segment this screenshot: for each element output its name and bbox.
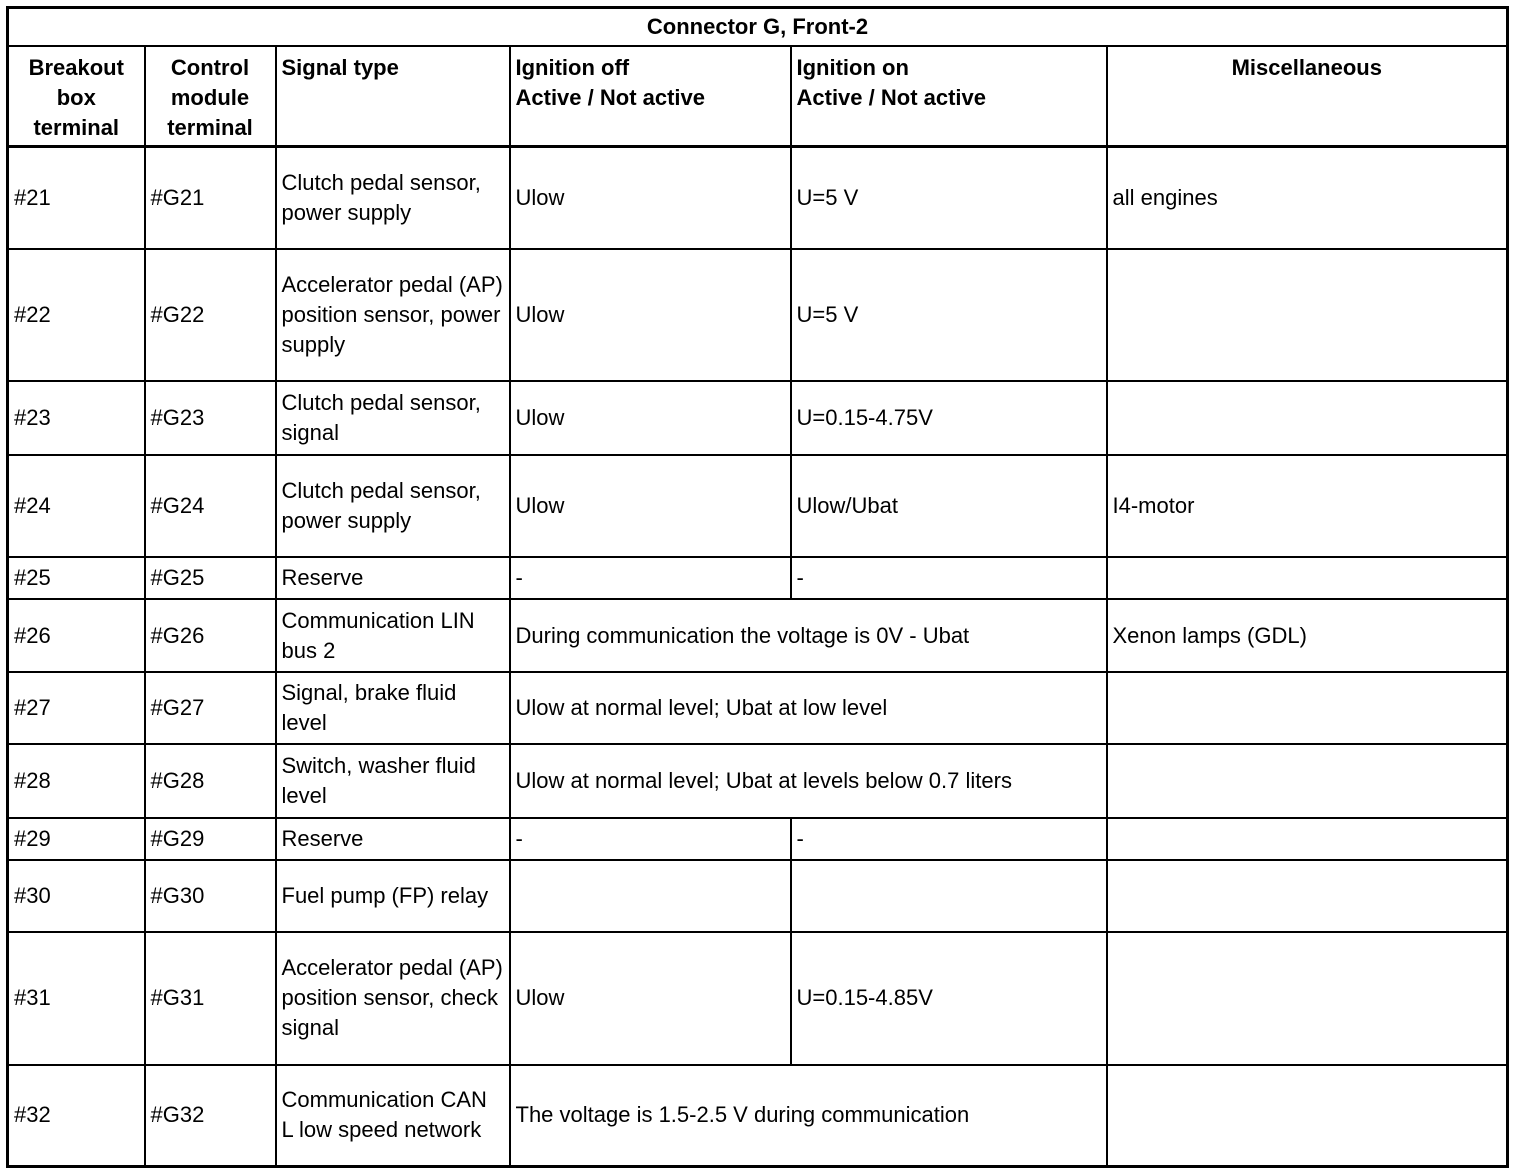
ignition-on-value: U=5 V xyxy=(791,146,1107,249)
breakout-terminal: #27 xyxy=(8,672,145,744)
table-row xyxy=(8,932,1508,1065)
breakout-terminal: #28 xyxy=(8,744,145,817)
table-row xyxy=(8,249,1508,382)
miscellaneous-value xyxy=(1107,932,1508,1065)
ignition-off-value: - xyxy=(510,818,791,860)
signal-type: Communication LIN bus 2 xyxy=(276,599,510,671)
ignition-off-value xyxy=(510,860,791,932)
table-row xyxy=(8,672,1508,744)
table-row xyxy=(8,146,1508,249)
header-breakout-box-terminal xyxy=(8,46,145,146)
ignition-on-value xyxy=(791,860,1107,932)
ignition-merged-value: Ulow at normal level; Ubat at levels below 0.7 liters xyxy=(510,744,1107,817)
miscellaneous-value xyxy=(1107,744,1508,817)
ignition-on-value: U=0.15-4.75V xyxy=(791,381,1107,454)
ignition-on-value: U=0.15-4.85V xyxy=(791,932,1107,1065)
control-terminal: #G32 xyxy=(145,1065,276,1167)
miscellaneous-value xyxy=(1107,818,1508,860)
header-breakout-line3: terminal xyxy=(33,115,120,140)
header-control-module-terminal xyxy=(145,46,276,146)
breakout-terminal: #23 xyxy=(8,381,145,454)
control-terminal: #G30 xyxy=(145,860,276,932)
control-terminal: #G24 xyxy=(145,455,276,558)
breakout-terminal: #22 xyxy=(8,249,145,382)
signal-type: Fuel pump (FP) relay xyxy=(276,860,510,932)
signal-type: Accelerator pedal (AP) position sensor, power supply xyxy=(276,249,510,382)
connector-table xyxy=(6,6,1509,1168)
table-title: Connector G, Front-2 xyxy=(8,8,1508,47)
control-terminal: #G27 xyxy=(145,672,276,744)
ignition-on-value: U=5 V xyxy=(791,249,1107,382)
header-ignition-off xyxy=(510,46,791,146)
control-terminal: #G29 xyxy=(145,818,276,860)
table-row xyxy=(8,599,1508,671)
ignition-merged-value: During communication the voltage is 0V - Ubat xyxy=(510,599,1107,671)
ignition-on-value: - xyxy=(791,818,1107,860)
breakout-terminal: #24 xyxy=(8,455,145,558)
header-ignition-off-line1: Ignition off xyxy=(515,55,630,80)
breakout-terminal: #29 xyxy=(8,818,145,860)
table-row xyxy=(8,818,1508,860)
table-row xyxy=(8,1065,1508,1167)
ignition-off-value: Ulow xyxy=(510,381,791,454)
ignition-on-value: - xyxy=(791,557,1107,599)
signal-type: Communication CAN L low speed network xyxy=(276,1065,510,1167)
ignition-merged-value: The voltage is 1.5-2.5 V during communication xyxy=(510,1065,1107,1167)
table-row xyxy=(8,744,1508,817)
control-terminal: #G28 xyxy=(145,744,276,817)
miscellaneous-value xyxy=(1107,860,1508,932)
table-row xyxy=(8,557,1508,599)
breakout-terminal: #31 xyxy=(8,932,145,1065)
miscellaneous-value: I4-motor xyxy=(1107,455,1508,558)
table-row xyxy=(8,860,1508,932)
header-signal-type: Signal type xyxy=(276,46,510,146)
header-miscellaneous: Miscellaneous xyxy=(1107,46,1508,146)
header-ignition-on xyxy=(791,46,1107,146)
table-row xyxy=(8,381,1508,454)
header-ignition-on-line1: Ignition on xyxy=(796,55,909,80)
header-breakout-line1: Breakout xyxy=(28,55,124,80)
header-ignition-on-line2: Active / Not active xyxy=(796,85,987,110)
control-terminal: #G21 xyxy=(145,146,276,249)
miscellaneous-value: Xenon lamps (GDL) xyxy=(1107,599,1508,671)
breakout-terminal: #25 xyxy=(8,557,145,599)
signal-type: Reserve xyxy=(276,818,510,860)
miscellaneous-value xyxy=(1107,381,1508,454)
miscellaneous-value xyxy=(1107,1065,1508,1167)
ignition-off-value: Ulow xyxy=(510,932,791,1065)
signal-type: Accelerator pedal (AP) position sensor, check signal xyxy=(276,932,510,1065)
header-control-line2: module xyxy=(170,85,250,110)
header-breakout-line2: box xyxy=(56,85,96,110)
breakout-terminal: #32 xyxy=(8,1065,145,1167)
signal-type: Clutch pedal sensor, power supply xyxy=(276,455,510,558)
signal-type: Reserve xyxy=(276,557,510,599)
header-control-line3: terminal xyxy=(167,115,253,140)
ignition-off-value: Ulow xyxy=(510,146,791,249)
miscellaneous-value xyxy=(1107,672,1508,744)
ignition-off-value: Ulow xyxy=(510,249,791,382)
signal-type: Signal, brake fluid level xyxy=(276,672,510,744)
signal-type: Clutch pedal sensor, power supply xyxy=(276,146,510,249)
header-control-line1: Control xyxy=(170,55,250,80)
breakout-terminal: #26 xyxy=(8,599,145,671)
breakout-terminal: #30 xyxy=(8,860,145,932)
header-ignition-off-line2: Active / Not active xyxy=(515,85,706,110)
control-terminal: #G23 xyxy=(145,381,276,454)
control-terminal: #G26 xyxy=(145,599,276,671)
miscellaneous-value xyxy=(1107,249,1508,382)
breakout-terminal: #21 xyxy=(8,146,145,249)
control-terminal: #G22 xyxy=(145,249,276,382)
table-row xyxy=(8,455,1508,558)
ignition-merged-value: Ulow at normal level; Ubat at low level xyxy=(510,672,1107,744)
miscellaneous-value: all engines xyxy=(1107,146,1508,249)
ignition-off-value: - xyxy=(510,557,791,599)
ignition-off-value: Ulow xyxy=(510,455,791,558)
signal-type: Switch, washer fluid level xyxy=(276,744,510,817)
signal-type: Clutch pedal sensor, signal xyxy=(276,381,510,454)
ignition-on-value: Ulow/Ubat xyxy=(791,455,1107,558)
miscellaneous-value xyxy=(1107,557,1508,599)
control-terminal: #G31 xyxy=(145,932,276,1065)
control-terminal: #G25 xyxy=(145,557,276,599)
